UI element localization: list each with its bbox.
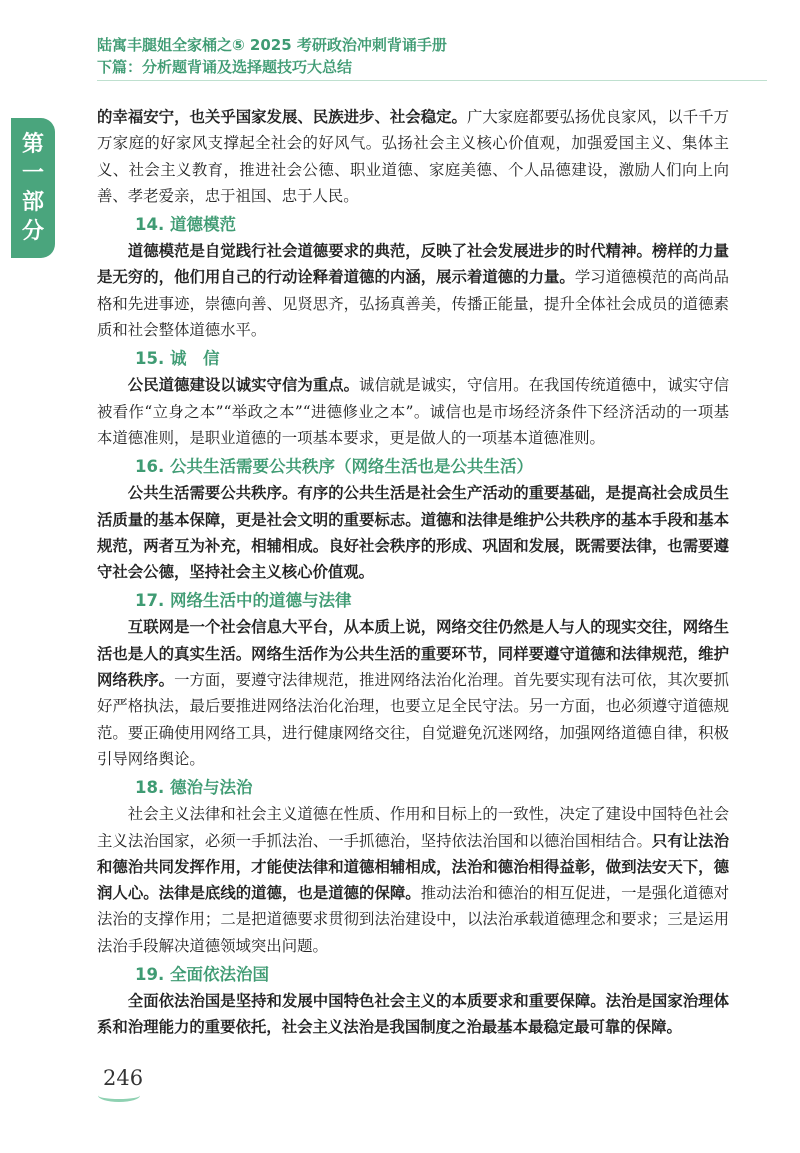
section-bold-text: 公共生活需要公共秩序。有序的公共生活是社会生产活动的重要基础，是提高社会成员生活质量的基本保障，更是社会文明的重要标志。道德和法律是维护公共秩序的基本手段和基本规范，两者互为补充，相辅相成。良好社会秩序的形成、巩固和发展，既需要法律，也需要遵守社会公德，坚持社会主义核心价值观。 (97, 484, 729, 582)
part-tab-char: 一 (21, 161, 44, 186)
page-body (97, 104, 729, 1041)
section-heading-18: 18. 德治与法治 (135, 778, 253, 798)
running-header (97, 34, 737, 78)
header-divider (97, 80, 767, 81)
section-paragraph-16 (97, 480, 729, 585)
section-bold-text: 只有让法治和德治共同发挥作用，才能使法律和道德相辅相成，法治和德治相得益彰，做到法安天下，德润人心。法律是底线的道德，也是道德的保障。 (97, 831, 729, 903)
section-paragraph-19 (97, 988, 729, 1041)
section-text: 诚信就是诚实，守信用。在我国传统道德中，诚实守信被看作“立身之本”“举政之本”“进德修业之本”。诚信也是市场经济条件下经济活动的一项基本道德准则，是职业道德的一项基本要求，更是做人的一项基本道德准则。 (97, 376, 729, 447)
section-heading-14: 14. 道德模范 (135, 215, 236, 235)
intro-paragraph (97, 104, 729, 209)
section-paragraph-18 (97, 801, 729, 959)
page-number: 246 (103, 1066, 144, 1090)
header-title: 陆寓丰腿姐全家桶之⑤ 2025 考研政治冲刺背诵手册 (97, 36, 447, 54)
section-heading-16: 16. 公共生活需要公共秩序（网络生活也是公共生活） (135, 457, 533, 477)
intro-text: 广大家庭都要弘扬优良家风，以千千万万家庭的好家风支撑起全社会的好风气。弘扬社会主义核心价值观，加强爱国主义、集体主义、社会主义教育，推进社会公德、职业道德、家庭美德、个人品德建设，激励人们向上向善、孝老爱亲，忠于祖国、忠于人民。 (97, 108, 729, 205)
section-paragraph-15 (97, 372, 729, 451)
section-heading-17: 17. 网络生活中的道德与法律 (135, 591, 352, 611)
section-bold-text: 公民道德建设以诚实守信为重点。 (127, 376, 360, 395)
section-paragraph-17 (97, 614, 729, 772)
section-text: 一方面，要遵守法律规范，推进网络法治化治理。首先要实现有法可依，其次要抓好严格执法，最后要推进网络法治化治理，也要立足全民守法。另一方面，也必须遵守道德规范。要正确使用网络工具，进行健康网络交往，自觉避免沉迷网络，加强网络道德自律，积极引导网络舆论。 (97, 671, 729, 768)
section-pre-text: 社会主义法律和社会主义道德在性质、作用和目标上的一致性，决定了建设中国特色社会主义法治国家，必须一手抓法治、一手抓德治，坚持依法治国和以德治国相结合。 (97, 805, 729, 850)
part-tab (11, 118, 55, 258)
section-heading-19: 19. 全面依法治国 (135, 965, 269, 985)
section-bold-text: 道德模范是自觉践行社会道德要求的典范，反映了社会发展进步的时代精神。榜样的力量是无穷的，他们用自己的行动诠释着道德的内涵，展示着道德的力量。 (97, 242, 729, 287)
section-bold-text: 互联网是一个社会信息大平台，从本质上说，网络交往仍然是人与人的现实交往，网络生活也是人的真实生活。网络生活作为公共生活的重要环节，同样要遵守道德和法律规范，维护网络秩序。 (97, 618, 729, 690)
intro-bold: 的幸福安宁，也关乎国家发展、民族进步、社会稳定。 (97, 108, 467, 126)
part-tab-char: 部 (21, 190, 44, 215)
section-heading-15: 15. 诚 信 (135, 349, 220, 369)
section-bold-text: 全面依法治国是坚持和发展中国特色社会主义的本质要求和重要保障。法治是国家治理体系和治理能力的重要依托，社会主义法治是我国制度之治最基本最稳定最可靠的保障。 (97, 992, 729, 1037)
header-subtitle: 下篇：分析题背诵及选择题技巧大总结 (97, 58, 353, 76)
section-paragraph-14 (97, 238, 729, 343)
section-text: 推动法治和德治的相互促进，一是强化道德对法治的支撑作用；二是把道德要求贯彻到法治建设中，以法治承载道德理念和要求；三是运用法治手段解决道德领域突出问题。 (97, 884, 729, 955)
part-tab-char: 分 (21, 219, 44, 244)
part-tab-char: 第 (21, 132, 44, 157)
section-text: 学习道德模范的高尚品格和先进事迹，崇德向善、见贤思齐，弘扬真善美，传播正能量，提升全体社会成员的道德素质和社会整体道德水平。 (97, 268, 729, 340)
page-number-underline (98, 1089, 140, 1102)
